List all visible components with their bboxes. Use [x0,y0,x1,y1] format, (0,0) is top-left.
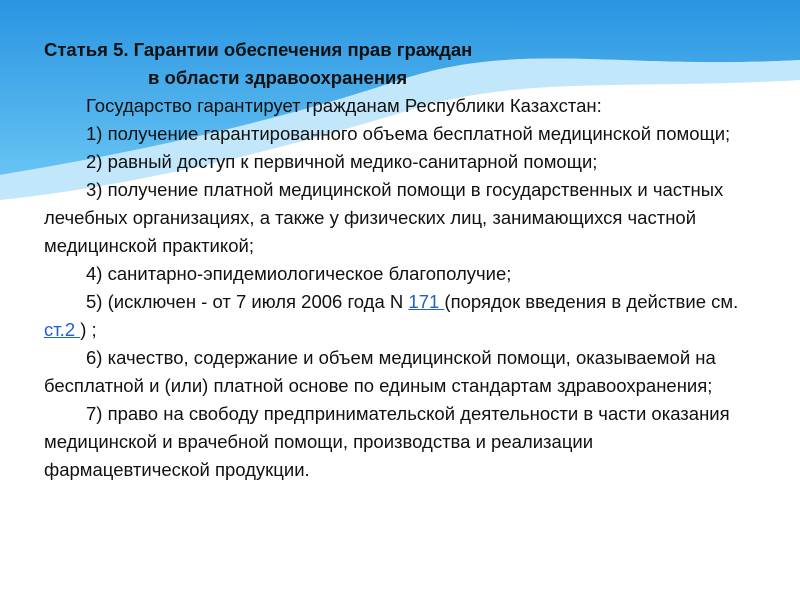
item-5-suffix: ) ; [80,319,97,340]
item-5 [44,288,764,344]
link-law-171[interactable]: 171 [408,291,445,312]
intro-paragraph: Государство гарантирует гражданам Республики Казахстан: [86,95,602,116]
item-2: 2) равный доступ к первичной медико-санитарной помощи; [86,151,598,172]
item-3: 3) получение платной медицинской помощи в государственных и частных лечебных организациях, а также у физических лиц, занимающихся частной медицинской практикой; [44,179,724,256]
item-7: 7) право на свободу предпринимательской деятельности в части оказания медицинской и врачебной помощи, производства и реализации фармацевтической продукции. [44,403,730,480]
item-1: 1) получение гарантированного объема бесплатной медицинской помощи; [86,123,731,144]
link-article-2[interactable]: ст.2 [44,319,81,340]
item-5-middle: (порядок введения в действие см. [444,291,739,312]
title-line-1: Статья 5. Гарантии обеспечения прав граждан [44,39,473,60]
item-4: 4) санитарно-эпидемиологическое благополучие; [86,263,512,284]
article-title [44,36,764,92]
item-5-prefix: 5) (исключен - от 7 июля 2006 года N [86,291,409,312]
article-text [44,36,764,484]
title-line-2: в области здравоохранения [148,67,408,88]
item-6: 6) качество, содержание и объем медицинской помощи, оказываемой на бесплатной и (или) платной основе по единым стандартам здравоохранения; [44,347,716,396]
